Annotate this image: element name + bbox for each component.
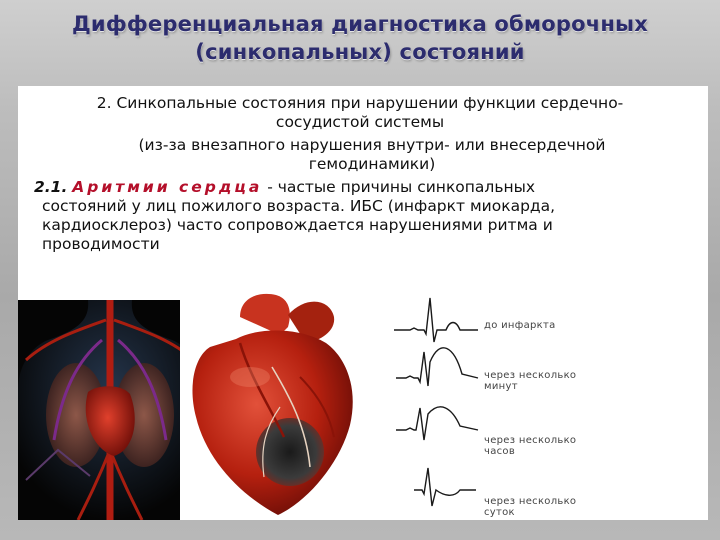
ecg-infarction-stages: [384, 290, 704, 518]
ecg-label-hours: [484, 435, 576, 457]
section-2-note-line-1: (из-за внезапного нарушения внутри- или внесердечной: [138, 136, 606, 154]
ecg-label-minutes-line-1: через несколько: [484, 370, 577, 381]
section-2-1-number: 2.1.: [34, 178, 68, 196]
ecg-label-days-line-1: через несколько: [484, 496, 577, 507]
section-2-line-2: сосудистой системы: [275, 113, 445, 131]
section-2-1-line-1-rest: - частые причины синкопальных: [262, 178, 536, 196]
section-2-1-line-4: проводимости: [42, 235, 160, 253]
section-2-1-line-2: состояний у лиц пожилого возраста. ИБС (инфаркт миокарда,: [42, 197, 556, 215]
section-2-1-line-3: кардиосклероз) часто сопровождается нарушениями ритма и: [42, 216, 553, 234]
ecg-label-before-infarction-line-1: до инфаркта: [484, 320, 556, 331]
ecg-trace-days: [414, 468, 476, 506]
ecg-label-minutes: [484, 370, 576, 392]
slide-title: [0, 0, 720, 86]
ecg-trace-before-infarction: [394, 298, 478, 342]
section-2-note: [46, 136, 698, 174]
ecg-label-minutes-line-2: минут: [484, 381, 518, 392]
section-2-1-paragraph: [22, 178, 698, 254]
title-line-2: (синкопальных) состояний: [195, 40, 525, 64]
infarcted-heart-image: [180, 287, 360, 520]
ecg-trace-minutes: [396, 348, 478, 386]
section-2-heading: [22, 94, 698, 132]
section-2-1-keyword: Аритмии сердца: [72, 178, 263, 196]
title-line-1: Дифференциальная диагностика обморочных: [72, 12, 648, 36]
ecg-label-before-infarction: [484, 320, 556, 331]
section-2-note-line-2: гемодинамики): [308, 155, 436, 173]
heart-drawing: [180, 287, 360, 520]
slide-text: [22, 94, 698, 254]
torso-anatomy-image: [18, 300, 202, 520]
ecg-label-days-line-2: суток: [484, 507, 515, 518]
ecg-label-hours-line-2: часов: [484, 446, 516, 457]
ecg-label-days: [484, 496, 576, 518]
torso-anatomy-drawing: [18, 300, 202, 520]
section-2-line-1: 2. Синкопальные состояния при нарушении функции сердечно-: [96, 94, 624, 112]
ecg-trace-hours: [396, 407, 478, 440]
ecg-label-hours-line-1: через несколько: [484, 435, 577, 446]
